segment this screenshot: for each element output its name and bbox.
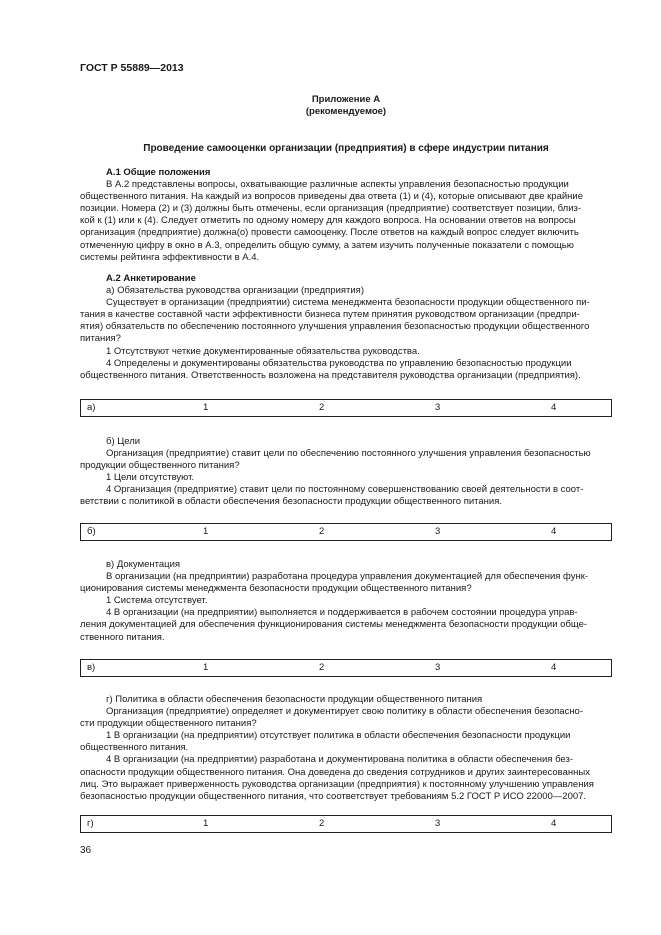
answer-4: ственного питания. [80, 631, 165, 643]
answer-4: лиц. Это выражает приверженность руководства организации (предприятия) к постоянному улучшению управления [80, 778, 594, 790]
question-line: питания? [80, 333, 121, 345]
annex-recommendation: (рекомендуемое) [305, 106, 387, 117]
rating-option-3[interactable]: 3 [435, 662, 441, 673]
rating-label: а) [87, 402, 96, 413]
question-line: ционирования системы менеджмента безопасности продукции общественного питания? [80, 583, 472, 595]
general-provisions [80, 167, 612, 264]
question-line: продукции общественного питания? [80, 460, 240, 472]
answer-1: общественного питания. [80, 742, 189, 754]
answer-4: 4 Определены и документированы обязательства руководства по управлению безопасностью продукции [106, 357, 572, 369]
question-line: В организации (на предприятии) разработана процедура управления документацией для обеспечения функ- [106, 571, 589, 583]
rating-option-4[interactable]: 4 [551, 818, 557, 829]
a1-line: организация (предприятие) должна(о) провести самооценку. После ответов на каждый вопрос следует включить [80, 227, 579, 239]
answer-1: 1 В организации (на предприятии) отсутствует политика в области обеспечения безопасности продукции [106, 730, 571, 742]
question-title: б) Цели [106, 436, 141, 447]
annex-title: Приложение А [311, 94, 381, 105]
answer-4: безопасностью продукции общественного питания, что соответствует требованиям 5.2 ГОСТ Р ИСО 22000—2007. [80, 790, 587, 802]
questionnaire-section-v [80, 559, 612, 644]
rating-option-4[interactable]: 4 [551, 526, 557, 537]
document-code: ГОСТ Р 55889—2013 [80, 62, 184, 74]
answer-4: ветствии с политикой в области обеспечения безопасности продукции общественного питания. [80, 496, 503, 508]
answer-4: 4 В организации (на предприятии) выполняется и поддерживается в рабочем состоянии процедура управ- [106, 607, 578, 619]
rating-option-3[interactable]: 3 [435, 402, 441, 413]
rating-option-1[interactable]: 1 [203, 818, 209, 829]
question-title: а) Обязательства руководства организации (предприятия) [106, 285, 364, 297]
answer-4: 4 В организации (на предприятии) разработана и документирована политика в области обеспечения без- [106, 754, 574, 766]
question-line: тания в качестве составной части эффективности бизнеса путем принятия руководством организации (предпри- [80, 309, 580, 321]
answer-4: опасности продукции общественного питания. Она доведена до сведения сотрудников и других заинтересованных [80, 766, 590, 778]
question-line: сти продукции общественного питания? [80, 718, 257, 730]
a2-heading: А.2 Анкетирование [106, 273, 196, 284]
rating-option-2[interactable]: 2 [319, 818, 325, 829]
question-line: Существует в организации (предприятии) система менеджмента безопасности продукции общественного пи- [106, 297, 590, 309]
a1-line: системы рейтинга эффективности в А.4. [80, 251, 260, 263]
rating-row-b [80, 523, 612, 541]
rating-option-1[interactable]: 1 [203, 402, 209, 413]
a1-line: В А.2 представлены вопросы, охватывающие различные аспекты управления безопасностью продукции [106, 179, 569, 191]
answer-4: общественного питания. Ответственность возложена на представителя руководства организации (предприятия). [80, 369, 581, 381]
a1-line: кой к (1) или к (4). Следует отметить по одному номеру для каждого вопроса. На основании ответов на вопросы [80, 215, 576, 227]
answer-4: 4 Организация (предприятие) ставит цели по постоянному совершенствованию своей деятельности в соот- [106, 484, 584, 496]
rating-label: б) [87, 526, 96, 537]
rating-option-1[interactable]: 1 [203, 526, 209, 537]
rating-option-4[interactable]: 4 [551, 662, 557, 673]
rating-row-a [80, 399, 612, 417]
answer-1: 1 Отсутствуют четкие документированные обязательства руководства. [106, 345, 420, 357]
rating-option-1[interactable]: 1 [203, 662, 209, 673]
answer-4: ления документацией для обеспечения функционирования системы менеджмента безопасности продукции обще- [80, 619, 588, 631]
a1-line: позиции. Номера (2) и (3) должны быть отмечены, если организация (предприятие) соответствует позиции, близ- [80, 203, 582, 215]
rating-option-2[interactable]: 2 [319, 662, 325, 673]
a1-line: отмеченную цифру в окно в А.3, определить общую сумму, а затем изучить полученные показатели с помощью [80, 239, 574, 251]
answer-1: 1 Система отсутствует. [106, 595, 208, 607]
a1-heading: А.1 Общие положения [106, 167, 211, 178]
rating-label: г) [87, 818, 94, 829]
rating-option-2[interactable]: 2 [319, 402, 325, 413]
questionnaire-section-b [80, 436, 612, 509]
page-number: 36 [80, 845, 92, 856]
section-title: Проведение самооценки организации (предприятия) в сфере индустрии питания [143, 143, 549, 154]
question-title: в) Документация [106, 559, 181, 570]
answer-1: 1 Цели отсутствуют. [106, 472, 195, 484]
rating-option-2[interactable]: 2 [319, 526, 325, 537]
a1-line: общественного питания. На каждый из вопросов приведены два ответа (1) и (4), которые описывают две крайние [80, 191, 584, 203]
rating-row-v [80, 659, 612, 677]
rating-label: в) [87, 662, 96, 673]
questionnaire-section-a [80, 273, 612, 382]
question-title: г) Политика в области обеспечения безопасности продукции общественного питания [106, 694, 483, 705]
rating-option-3[interactable]: 3 [435, 526, 441, 537]
question-line: Организация (предприятие) определяет и документирует свою политику в области обеспечения безопасно- [106, 706, 584, 718]
rating-option-3[interactable]: 3 [435, 818, 441, 829]
question-line: Организация (предприятие) ставит цели по обеспечению постоянного улучшения управления безопасностью [106, 448, 591, 460]
questionnaire-section-g [80, 694, 612, 803]
rating-option-4[interactable]: 4 [551, 402, 557, 413]
rating-row-g [80, 815, 612, 833]
question-line: ятия) обязательств по обеспечению постоянного улучшения управления безопасностью продукции общественного [80, 321, 590, 333]
